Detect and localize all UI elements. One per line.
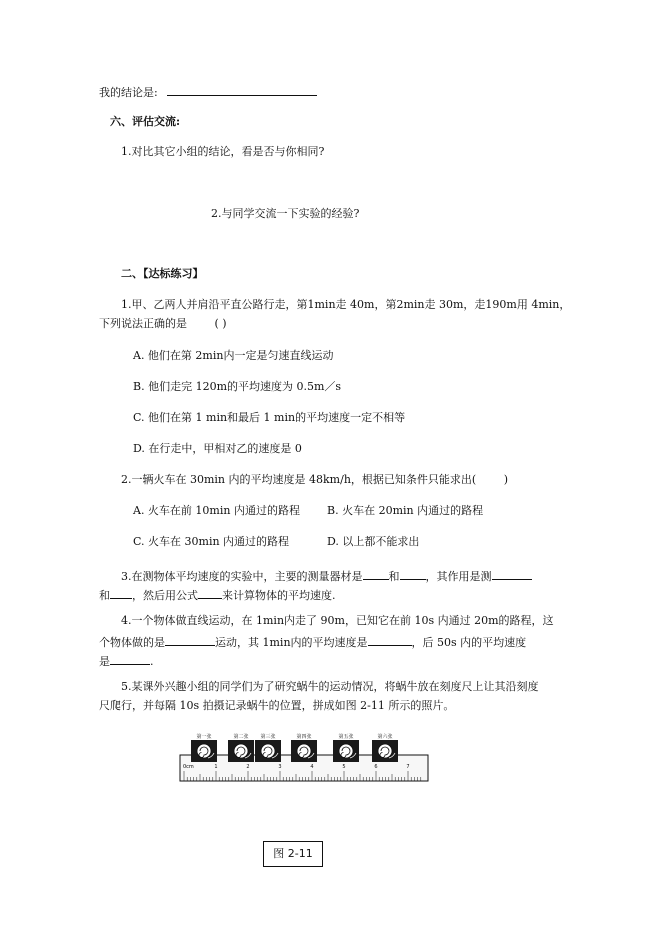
problem1-stem-text: 下列说法正确的是 [99, 317, 187, 330]
conclusion-blank[interactable] [167, 83, 317, 96]
ruler-number: 4 [310, 764, 314, 770]
frame-label: 第六张 [377, 734, 393, 740]
problem4-text-b: 运动，其 1min内的平均速度是 [215, 636, 368, 649]
problem2-option-b: B. 火车在 20min 内通过的路程 [327, 504, 484, 517]
section6-question-1: 1.对比其它小组的结论，看是否与你相同? [121, 145, 325, 158]
frame-label: 第二张 [233, 734, 249, 740]
problem3-blank-measure2[interactable] [110, 586, 132, 599]
problem3-line1 [121, 567, 532, 584]
ruler-number: 3 [278, 764, 282, 770]
problem4-blank-avg-50s[interactable] [110, 652, 150, 665]
problem4-blank-avg-1min[interactable] [368, 633, 412, 646]
ruler-number: 7 [406, 764, 410, 770]
section6-question-2: 2.与同学交流一下实验的经验? [211, 207, 360, 220]
photo-frame [254, 731, 282, 762]
problem1-option-b: B. 他们走完 120m的平均速度为 0.5m／s [133, 380, 342, 393]
problem1-stem-line1: 1.甲、乙两人并肩沿平直公路行走，第1min走 40m，第2min走 30m，走190m用 4min， [121, 298, 571, 311]
problem2-option-a: A. 火车在前 10min 内通过的路程 [133, 504, 300, 517]
problem3-text-d: 和 [99, 589, 110, 602]
photo-frame [371, 731, 399, 762]
problem3-text-f: 来计算物体的平均速度. [222, 589, 336, 602]
frame-label: 第一张 [196, 734, 212, 740]
ruler-number: 5 [342, 764, 346, 770]
photo-frame [290, 731, 318, 762]
problem3-blank-instrument2[interactable] [400, 567, 426, 580]
problem3-text-c: ，其作用是测 [425, 570, 492, 583]
problem2-paren-close: ) [503, 473, 508, 486]
conclusion-line [99, 83, 317, 100]
problem3-blank-measure1[interactable] [492, 567, 532, 580]
problem4-text-e: . [150, 655, 154, 668]
frame-label: 第三张 [260, 734, 276, 740]
problem3-line2 [99, 586, 336, 603]
problem1-option-d: D. 在行走中，甲相对乙的速度是 0 [133, 442, 302, 455]
ruler-number: 2 [246, 764, 250, 770]
problem5-line2: 尺爬行，并每隔 10s 拍摄记录蜗牛的位置，拼成如图 2-11 所示的照片。 [99, 699, 455, 712]
problem1-stem-line2 [99, 317, 227, 331]
problem3-text-a: 3.在测物体平均速度的实验中，主要的测量器材是 [121, 570, 363, 583]
problem3-blank-instrument1[interactable] [363, 567, 389, 580]
problem2-option-c: C. 火车在 30min 内通过的路程 [133, 535, 290, 548]
problem5-line1: 5.某课外兴趣小组的同学们为了研究蜗牛的运动情况，将蜗牛放在刻度尺上让其沿刻度 [121, 680, 539, 693]
problem3-text-b: 和 [388, 570, 400, 583]
problem4-line3 [99, 652, 154, 669]
problem3-blank-formula[interactable] [198, 586, 222, 599]
photo-frame [190, 731, 218, 762]
problem4-line2 [99, 633, 526, 650]
problem4-text-d: 是 [99, 655, 110, 668]
frame-label: 第四张 [296, 734, 312, 740]
snail-ruler-figure [178, 731, 430, 783]
section6-heading: 六、评估交流: [110, 115, 181, 128]
ruler-number: 6 [374, 764, 378, 770]
problem4-blank-motion[interactable] [165, 633, 215, 646]
photo-frame [332, 731, 360, 762]
ruler-number: 1 [214, 764, 218, 770]
problem2-stem-text: 2.一辆火车在 30min 内的平均速度是 48km/h，根据已知条件只能求出( [121, 473, 477, 486]
problem1-answer-paren: ( ) [214, 317, 227, 330]
problem3-text-e: ，然后用公式 [132, 589, 198, 602]
problem2-stem [121, 473, 508, 487]
problem4-text-c: ，后 50s 内的平均速度 [411, 636, 527, 649]
frame-label: 第五张 [338, 734, 354, 740]
photo-frame [227, 731, 255, 762]
ruler-start-label: 0cm [183, 764, 194, 770]
section2-heading: 二、【达标练习】 [121, 267, 204, 280]
conclusion-label: 我的结论是: [99, 86, 158, 99]
problem2-option-d: D. 以上都不能求出 [327, 535, 420, 548]
figure-caption: 图 2-11 [263, 841, 323, 867]
problem4-text-a: 个物体做的是 [99, 636, 165, 649]
problem1-option-a: A. 他们在第 2min内一定是匀速直线运动 [133, 349, 334, 362]
problem1-option-c: C. 他们在第 1 min和最后 1 min的平均速度一定不相等 [133, 411, 406, 424]
problem4-line1: 4.一个物体做直线运动，在 1min内走了 90m，已知它在前 10s 内通过 20m的路程，这 [121, 614, 554, 627]
